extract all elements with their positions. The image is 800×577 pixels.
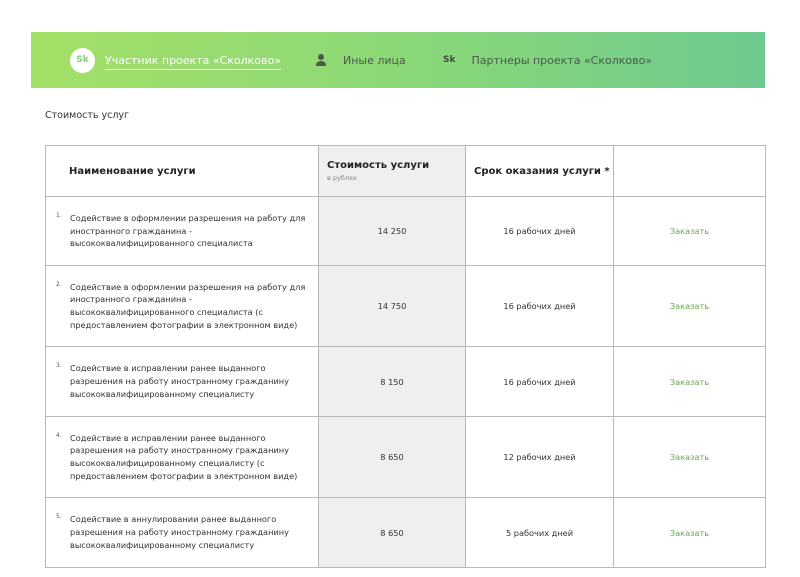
tab-skolkovo-participant[interactable] bbox=[70, 32, 281, 88]
service-name: Содействие в оформлении разрешения на работу для иностранного гражданина - высококвалифицированного специалиста bbox=[70, 212, 306, 249]
table-row bbox=[46, 498, 766, 568]
service-price: 14 750 bbox=[319, 266, 466, 347]
tab-other-persons[interactable] bbox=[315, 32, 406, 88]
tab-skolkovo-partners[interactable] bbox=[443, 32, 652, 88]
order-link[interactable]: Заказать bbox=[614, 498, 766, 568]
tab-label: Участник проекта «Сколково» bbox=[105, 54, 281, 70]
table-row bbox=[46, 347, 766, 417]
row-number: 3. bbox=[56, 362, 62, 370]
service-term: 12 рабочих дней bbox=[466, 417, 614, 498]
row-number: 2. bbox=[56, 280, 62, 288]
service-name: Содействие в исправлении ранее выданного разрешения на работу иностранному гражданину высококвалифицированному специалисту (с предоставлением фотографии в электронном виде) bbox=[70, 432, 298, 481]
header-service-price: Стоимость услуги в рублях bbox=[319, 146, 466, 197]
skolkovo-logo-icon: Sk bbox=[443, 55, 456, 65]
service-name-cell bbox=[46, 417, 319, 498]
service-name: Содействие в исправлении ранее выданного разрешения на работу иностранному гражданину высококвалифицированному специалисту bbox=[70, 363, 289, 399]
order-link[interactable]: Заказать bbox=[614, 197, 766, 266]
order-link[interactable]: Заказать bbox=[614, 417, 766, 498]
service-name: Содействие в оформлении разрешения на работу для иностранного гражданина - высококвалифицированного специалиста (с предоставлением фотографии в электронном виде) bbox=[70, 281, 306, 330]
category-tabs-bar bbox=[31, 32, 765, 88]
section-title: Стоимость услуг bbox=[45, 110, 130, 121]
service-price: 8 650 bbox=[319, 498, 466, 568]
table-row bbox=[46, 266, 766, 347]
table-header-row bbox=[46, 146, 766, 197]
order-link[interactable]: Заказать bbox=[614, 266, 766, 347]
service-term: 16 рабочих дней bbox=[466, 347, 614, 417]
service-name-cell bbox=[46, 197, 319, 266]
order-link[interactable]: Заказать bbox=[614, 347, 766, 417]
header-price-unit: в рублях bbox=[327, 174, 357, 182]
header-service-name: Наименование услуги bbox=[46, 146, 319, 197]
table-row bbox=[46, 197, 766, 266]
row-number: 4. bbox=[56, 431, 62, 439]
service-name: Содействие в аннулировании ранее выданного разрешения на работу иностранному гражданину высококвалифицированному специалисту bbox=[70, 514, 289, 550]
service-name-cell bbox=[46, 347, 319, 417]
tab-label: Иные лица bbox=[343, 53, 406, 67]
skolkovo-logo-icon: Sk bbox=[70, 48, 95, 73]
header-action bbox=[614, 146, 766, 197]
header-service-term: Срок оказания услуги * bbox=[466, 146, 614, 197]
service-term: 16 рабочих дней bbox=[466, 266, 614, 347]
service-term: 5 рабочих дней bbox=[466, 498, 614, 568]
service-price: 8 650 bbox=[319, 417, 466, 498]
tab-label: Партнеры проекта «Сколково» bbox=[471, 53, 653, 67]
service-term: 16 рабочих дней bbox=[466, 197, 614, 266]
row-number: 1. bbox=[56, 211, 62, 219]
service-price: 14 250 bbox=[319, 197, 466, 266]
service-price: 8 150 bbox=[319, 347, 466, 417]
person-icon bbox=[315, 53, 327, 67]
row-number: 5. bbox=[56, 513, 62, 521]
services-price-table bbox=[45, 145, 766, 568]
table-row bbox=[46, 417, 766, 498]
service-name-cell bbox=[46, 266, 319, 347]
service-name-cell bbox=[46, 498, 319, 568]
